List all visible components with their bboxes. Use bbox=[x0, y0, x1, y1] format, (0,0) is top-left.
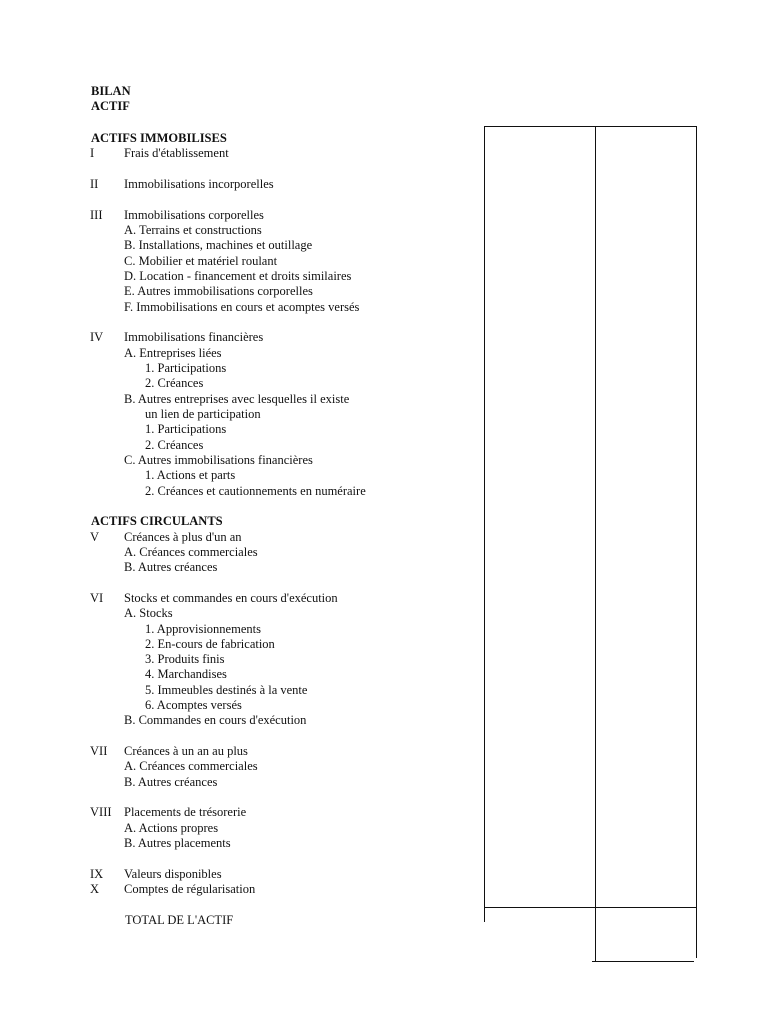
line-item bbox=[0, 805, 480, 820]
line-item-number: IV bbox=[90, 330, 104, 345]
blank-row bbox=[0, 315, 480, 330]
line-item-number: VI bbox=[90, 590, 104, 605]
blank-row bbox=[0, 790, 480, 805]
line-item-label: 2. En-cours de fabrication bbox=[145, 636, 275, 651]
line-item-label: A. Actions propres bbox=[124, 820, 219, 835]
line-item-number: II bbox=[90, 176, 99, 191]
line-item bbox=[0, 821, 480, 836]
line-item-label: B. Commandes en cours d'exécution bbox=[124, 713, 307, 728]
blank-row bbox=[0, 499, 480, 514]
line-item bbox=[0, 223, 480, 238]
table-middle-border bbox=[595, 126, 596, 962]
line-item bbox=[0, 759, 480, 774]
line-item-label: Placements de trésorerie bbox=[124, 805, 247, 820]
line-item-label: Immobilisations financières bbox=[124, 330, 264, 345]
line-item-label: 2. Créances bbox=[145, 437, 204, 452]
line-item bbox=[0, 208, 480, 223]
section-heading bbox=[0, 131, 480, 146]
line-item-number: IX bbox=[90, 866, 104, 881]
section-heading-label: ACTIFS IMMOBILISES bbox=[91, 131, 227, 145]
total-underline bbox=[592, 961, 694, 962]
line-item-number: X bbox=[90, 882, 100, 897]
line-item bbox=[0, 698, 480, 713]
total-row bbox=[0, 913, 480, 928]
line-item bbox=[0, 652, 480, 667]
line-item bbox=[0, 376, 480, 391]
line-item-label: 5. Immeubles destinés à la vente bbox=[145, 682, 308, 697]
line-item bbox=[0, 744, 480, 759]
blank-row bbox=[0, 729, 480, 744]
document-subtitle: ACTIF bbox=[91, 99, 130, 114]
line-item bbox=[0, 330, 480, 345]
line-item-label: B. Autres entreprises avec lesquelles il existe bbox=[124, 391, 350, 406]
line-item-label: 6. Acomptes versés bbox=[145, 698, 242, 713]
line-item-label: E. Autres immobilisations corporelles bbox=[124, 284, 313, 299]
line-item-number: V bbox=[90, 529, 100, 544]
line-item-label: 2. Créances bbox=[145, 376, 204, 391]
line-item-label: C. Mobilier et matériel roulant bbox=[124, 253, 278, 268]
line-item bbox=[0, 713, 480, 728]
line-item bbox=[0, 361, 480, 376]
line-item bbox=[0, 392, 480, 407]
line-item bbox=[0, 407, 480, 422]
line-item-label: Valeurs disponibles bbox=[124, 866, 222, 881]
line-item bbox=[0, 667, 480, 682]
line-item-label: 2. Créances et cautionnements en numéraire bbox=[145, 483, 366, 498]
line-item bbox=[0, 238, 480, 253]
line-item bbox=[0, 300, 480, 315]
table-left-border bbox=[484, 126, 485, 922]
line-item bbox=[0, 591, 480, 606]
line-item-label: 1. Actions et parts bbox=[145, 468, 236, 483]
line-item-label: Immobilisations corporelles bbox=[124, 207, 264, 222]
line-item bbox=[0, 484, 480, 499]
document-title: BILAN bbox=[91, 84, 131, 98]
line-item bbox=[0, 422, 480, 437]
blank-row bbox=[0, 576, 480, 591]
line-item-label: B. Autres créances bbox=[124, 774, 218, 789]
line-item bbox=[0, 254, 480, 269]
line-item-label: F. Immobilisations en cours et acomptes versés bbox=[124, 299, 360, 314]
balance-sheet-rows bbox=[0, 131, 480, 928]
line-item-label: Frais d'établissement bbox=[124, 146, 229, 161]
line-item bbox=[0, 867, 480, 882]
line-item bbox=[0, 560, 480, 575]
line-item bbox=[0, 284, 480, 299]
line-item bbox=[0, 606, 480, 621]
line-item-label: C. Autres immobilisations financières bbox=[124, 452, 313, 467]
line-item-label: Immobilisations incorporelles bbox=[124, 176, 274, 191]
blank-row bbox=[0, 192, 480, 207]
line-item-label: 1. Approvisionnements bbox=[145, 621, 261, 636]
line-item-label: A. Créances commerciales bbox=[124, 544, 258, 559]
line-item-label: A. Stocks bbox=[124, 606, 173, 621]
line-item bbox=[0, 530, 480, 545]
line-item bbox=[0, 468, 480, 483]
line-item bbox=[0, 622, 480, 637]
line-item bbox=[0, 453, 480, 468]
line-item-number: VII bbox=[90, 744, 108, 759]
line-item-number: I bbox=[90, 146, 95, 161]
line-item bbox=[0, 683, 480, 698]
line-item-label: Créances à un an au plus bbox=[124, 744, 248, 759]
line-item bbox=[0, 346, 480, 361]
blank-row bbox=[0, 897, 480, 912]
line-item-label: D. Location - financement et droits similaires bbox=[124, 268, 352, 283]
line-item bbox=[0, 146, 480, 161]
line-item bbox=[0, 269, 480, 284]
line-item-label: 1. Participations bbox=[145, 422, 227, 437]
blank-row bbox=[0, 851, 480, 866]
table-right-border bbox=[696, 126, 697, 958]
line-item-label: un lien de participation bbox=[145, 406, 261, 421]
total-label: TOTAL DE L'ACTIF bbox=[125, 912, 234, 927]
line-item bbox=[0, 637, 480, 652]
line-item bbox=[0, 177, 480, 192]
line-item bbox=[0, 836, 480, 851]
line-item bbox=[0, 882, 480, 897]
line-item-label: A. Terrains et constructions bbox=[124, 222, 262, 237]
blank-row bbox=[0, 162, 480, 177]
line-item-number: III bbox=[90, 207, 103, 222]
document-header bbox=[91, 84, 131, 115]
table-top-border bbox=[484, 126, 697, 127]
line-item-label: B. Installations, machines et outillage bbox=[124, 238, 313, 253]
section-heading-label: ACTIFS CIRCULANTS bbox=[91, 514, 223, 529]
section-heading bbox=[0, 514, 480, 529]
line-item-label: 4. Marchandises bbox=[145, 667, 227, 682]
line-item-label: Comptes de régularisation bbox=[124, 882, 256, 897]
line-item-label: B. Autres créances bbox=[124, 560, 218, 575]
table-total-separator bbox=[484, 907, 697, 908]
line-item-label: A. Créances commerciales bbox=[124, 759, 258, 774]
line-item bbox=[0, 775, 480, 790]
line-item-label: Créances à plus d'un an bbox=[124, 529, 242, 544]
line-item-label: 3. Produits finis bbox=[145, 652, 225, 667]
line-item-number: VIII bbox=[90, 805, 112, 820]
line-item-label: Stocks et commandes en cours d'exécution bbox=[124, 590, 338, 605]
line-item bbox=[0, 438, 480, 453]
line-item-label: 1. Participations bbox=[145, 360, 227, 375]
line-item-label: A. Entreprises liées bbox=[124, 345, 222, 360]
line-item bbox=[0, 545, 480, 560]
line-item-label: B. Autres placements bbox=[124, 836, 231, 851]
